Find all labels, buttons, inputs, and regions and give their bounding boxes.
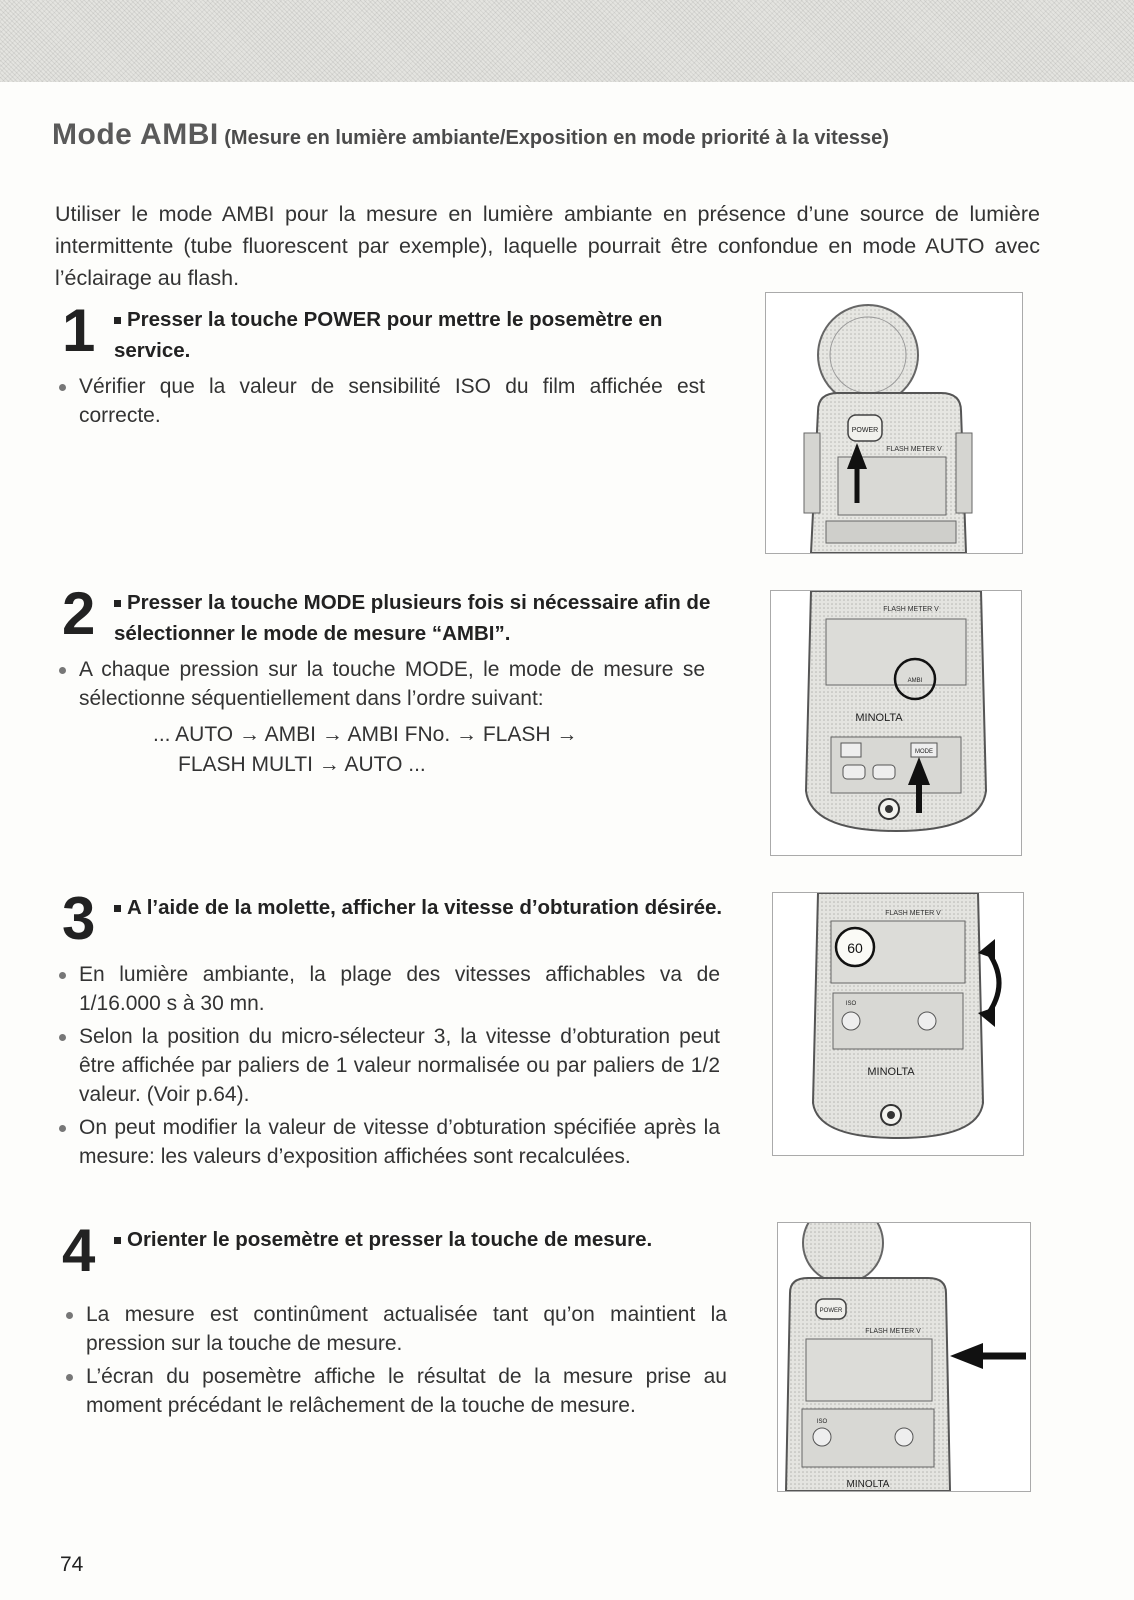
figure-mode-button xyxy=(770,590,1022,856)
step-2-bullets xyxy=(55,655,705,717)
step-title-text: Orienter le posemètre et presser la touche de mesure. xyxy=(127,1228,653,1251)
flash-meter-label: FLASH METER V xyxy=(865,1328,921,1335)
bullet-item: En lumière ambiante, la plage des vitesses affichables va de 1/16.000 s à 30 mn. xyxy=(55,960,720,1018)
step-title xyxy=(114,890,722,923)
iso-label: ISO xyxy=(816,1419,828,1425)
step-number: 2 xyxy=(62,580,96,647)
bullet-item: Vérifier que la valeur de sensibilité ISO du film affichée est correcte. xyxy=(55,372,705,430)
step-marker-square xyxy=(114,600,121,607)
step-3-bullets xyxy=(55,960,720,1175)
brand-logo: MINOLTA xyxy=(846,1479,890,1490)
title-subtitle: (Mesure en lumière ambiante/Exposition en mode priorité à la vitesse) xyxy=(224,127,889,149)
bullet-item: On peut modifier la valeur de vitesse d’obturation spécifiée après la mesure: les valeurs d’exposition affichées sont recalculées. xyxy=(55,1113,720,1171)
step-title xyxy=(114,302,742,366)
intro-paragraph: Utiliser le mode AMBI pour la mesure en lumière ambiante en présence d’une source de lumière intermittente (tube fluorescent par exemple), laquelle pourrait être confondue en mode AUTO avec l’éclairage au flash. xyxy=(55,202,1040,290)
page-number: 74 xyxy=(60,1553,84,1576)
header-texture-band xyxy=(0,0,1134,82)
step-number: 3 xyxy=(62,885,96,952)
rotate-arrow-icon xyxy=(978,939,995,959)
step-1-heading xyxy=(62,297,742,366)
figure-dial xyxy=(772,892,1024,1156)
ambi-label: AMBI xyxy=(907,678,923,684)
bullet-item: La mesure est continûment actualisée tant qu’on maintient la pression sur la touche de mesure. xyxy=(62,1300,727,1358)
step-number: 1 xyxy=(62,297,96,364)
shutter-speed-display: 60 xyxy=(847,940,863,956)
page-title xyxy=(52,118,1092,152)
mode-sequence-line-2: FLASH MULTI → AUTO ... xyxy=(178,753,426,776)
bullet-item: A chaque pression sur la touche MODE, le mode de mesure se sélectionne séquentiellement dans l’ordre suivant: xyxy=(55,655,705,713)
step-4-heading xyxy=(62,1217,742,1284)
step-marker-square xyxy=(114,317,121,324)
step-1-bullets xyxy=(55,372,705,434)
brand-logo: MINOLTA xyxy=(855,712,903,724)
step-marker-square xyxy=(114,1237,121,1244)
step-title-text: Presser la touche POWER pour mettre le posemètre en service. xyxy=(114,308,663,362)
power-label: POWER xyxy=(819,1308,843,1314)
step-marker-square xyxy=(114,905,121,912)
mode-label: MODE xyxy=(915,749,933,755)
bullet-item: L’écran du posemètre affiche le résultat de la mesure prise au moment précédant le relâchement de la touche de mesure. xyxy=(62,1362,727,1420)
step-title xyxy=(114,585,742,649)
title-main: Mode AMBI xyxy=(52,118,219,151)
step-2-heading xyxy=(62,580,742,649)
brand-logo: MINOLTA xyxy=(867,1066,915,1078)
arrow-left-icon xyxy=(950,1343,983,1369)
figure-power-button xyxy=(765,292,1023,554)
step-number: 4 xyxy=(62,1217,96,1284)
step-title xyxy=(114,1222,652,1255)
flash-meter-label: FLASH METER V xyxy=(885,910,941,917)
step-3-heading xyxy=(62,885,742,952)
step-title-text: Presser la touche MODE plusieurs fois si nécessaire afin de sélectionner le mode de mesure “AMBI”. xyxy=(114,591,711,645)
step-4-bullets xyxy=(62,1300,727,1424)
bullet-item: Selon la position du micro-sélecteur 3, la vitesse d’obturation peut être affichée par paliers de 1 valeur normalisée ou par paliers de 1/2 valeur. (Voir p.64). xyxy=(55,1022,720,1109)
flash-meter-label: FLASH METER V xyxy=(886,446,942,453)
iso-label: ISO xyxy=(845,1001,857,1007)
power-label: POWER xyxy=(851,427,879,434)
step-title-text: A l’aide de la molette, afficher la vitesse d’obturation désirée. xyxy=(127,896,723,919)
figure-measure-button xyxy=(777,1222,1031,1492)
flash-meter-label: FLASH METER V xyxy=(883,606,939,613)
mode-sequence-line-1: ... AUTO → AMBI → AMBI FNo. → FLASH → xyxy=(153,723,578,746)
